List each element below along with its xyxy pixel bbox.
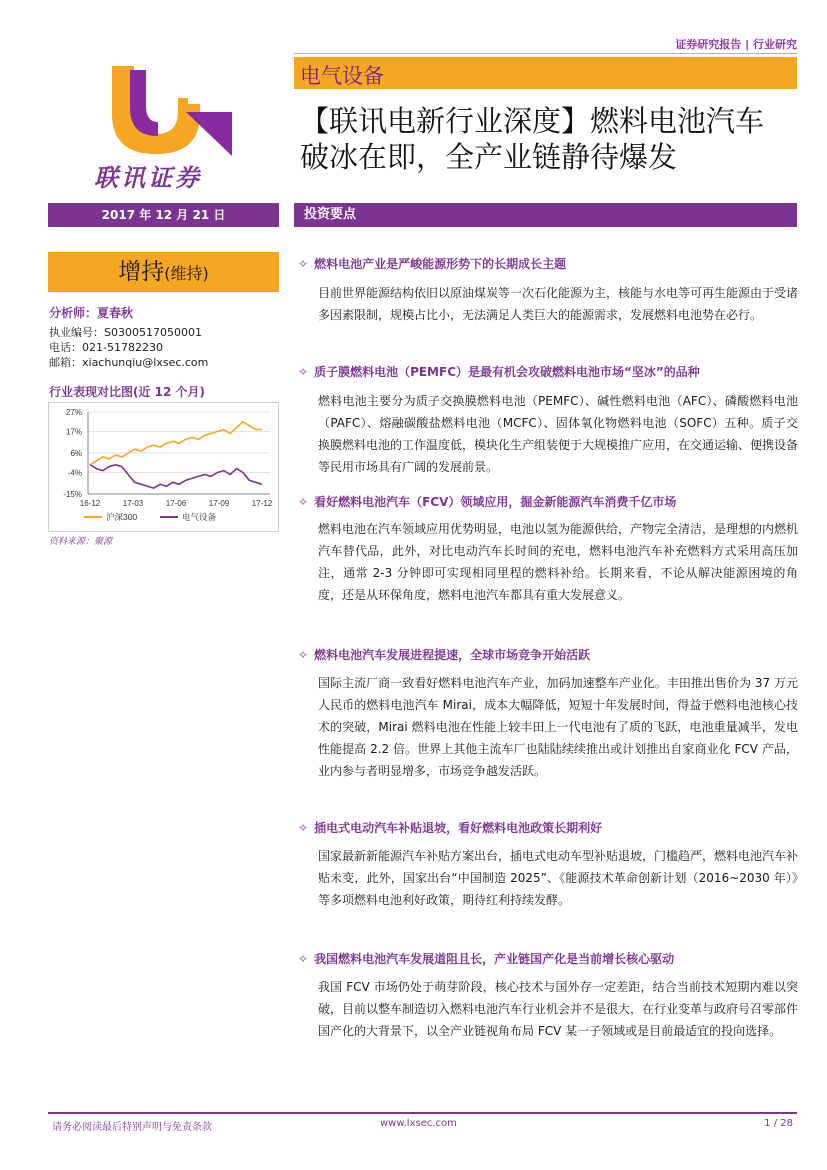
performance-chart — [48, 402, 279, 532]
x-tick-label: 17-06 — [165, 499, 187, 508]
bullet-heading-text: 插电式电动汽车补贴退坡，看好燃料电池政策长期利好 — [314, 821, 603, 835]
footer-divider — [48, 1112, 797, 1114]
section-title: 投资要点 — [294, 203, 797, 227]
bullet-body-6: 我国 FCV 市场仍处于萌芽阶段，核心技术与国外存一定差距，结合当前技术短期内难以突破，目前以整车制造切入燃料电池汽车行业机会并不是很大，在行业变革与政府号召零部件国产化的大背景下，以全产业链视角布局 FCV 某一子领域或是目前最适宜的投向选择。 — [318, 980, 799, 1038]
title-line-1: 【联讯电新行业深度】燃料电池汽车 — [300, 104, 765, 138]
report-date: 2017 年 12 月 21 日 — [48, 203, 279, 227]
x-tick-label: 16-12 — [79, 499, 101, 508]
footer-website[interactable]: www.lxsec.com — [380, 1118, 457, 1129]
y-tick-label: 6% — [70, 449, 82, 458]
bullet-heading-2 — [298, 363, 700, 380]
chart-source: 资料来源：聚源 — [49, 537, 113, 547]
x-tick-label: 17-12 — [251, 499, 273, 508]
bullet-heading-6 — [298, 950, 674, 967]
rating-main: 增持 — [118, 259, 165, 285]
report-type-label: 证券研究报告 | 行业研究 — [675, 38, 797, 51]
diamond-icon: ✧ — [298, 821, 309, 835]
analyst-name: 分析师：夏春秋 — [49, 306, 134, 320]
y-tick-label: -15% — [63, 490, 82, 499]
bullet-body-3: 燃料电池在汽车领域应用优势明显，电池以氢为能源供给，产物完全清洁，是理想的内燃机汽车替代品，此外，对比电动汽车长时间的充电，燃料电池汽车补充燃料方式采用高压加注，通常 2-3 分钟即可实现相同里程的燃料补给。长期来看，不论从解决能源困境的角度，还是从环保角度，燃料电池汽车都具有重大发展意义。 — [318, 522, 799, 602]
x-tick-label: 17-09 — [208, 499, 230, 508]
bullet-heading-text: 燃料电池汽车发展进程提速，全球市场竞争开始活跃 — [314, 648, 591, 662]
diamond-icon: ✧ — [298, 365, 309, 379]
diamond-icon: ✧ — [298, 257, 309, 271]
y-tick-label: 17% — [65, 427, 82, 437]
bullet-heading-text: 看好燃料电池汽车（FCV）领域应用，掘金新能源汽车消费千亿市场 — [314, 495, 677, 509]
diamond-icon: ✧ — [298, 495, 309, 509]
legend-label: 沪深300 — [106, 512, 138, 522]
bullet-body-1: 目前世界能源结构依旧以原油煤炭等一次石化能源为主，核能与水电等可再生能源由于受诸多因素限制，规模占比小，无法满足人类巨大的能源需求，发展燃料电池势在必行。 — [318, 286, 799, 322]
legend-label: 电气设备 — [182, 512, 217, 522]
logo-text: 联讯证券 — [94, 164, 202, 192]
x-tick-label: 17-03 — [122, 499, 144, 508]
bullet-heading-3 — [298, 493, 676, 510]
bullet-body-4: 国际主流厂商一致看好燃料电池汽车产业，加码加速整车产业化。丰田推出售价为 37 万元人民币的燃料电池汽车 Mirai，成本大幅降低，短短十年发展时间，得益于燃料电池核心技术的突破，Mirai 燃料电池在性能上较丰田上一代电池有了质的飞跃，电池重量减半，发电性能提高 2.2 倍。世界上其他主流车厂也陆陆续续推出或计划推出自家商业化 FCV 产品，业内参与者明显增多，市场竞争越发活跃。 — [318, 676, 798, 778]
bullet-heading-text: 燃料电池产业是严峻能源形势下的长期成长主题 — [314, 257, 567, 271]
report-title — [300, 103, 805, 175]
bullet-heading-text: 我国燃料电池汽车发展道阻且长，产业链国产化是当前增长核心驱动 — [314, 952, 675, 966]
bullet-heading-text: 质子膜燃料电池（PEMFC）是最有机会攻破燃料电池市场“坚冰”的品种 — [314, 365, 700, 379]
title-line-2: 破冰在即，全产业链静待爆发 — [300, 140, 678, 174]
rating-sub: (维持) — [164, 264, 209, 283]
header-divider — [294, 53, 797, 54]
chart-title: 行业表现对比图(近 12 个月) — [49, 385, 206, 399]
diamond-icon: ✧ — [298, 648, 309, 662]
analyst-license: 执业编号：S0300517050001 — [49, 326, 202, 339]
rating-badge — [48, 252, 279, 292]
y-tick-label: -4% — [67, 468, 82, 478]
analyst-phone: 电话：021-51782230 — [49, 341, 163, 354]
bullet-heading-5 — [298, 819, 602, 836]
analyst-email: 邮箱：xiachunqiu@lxsec.com — [49, 356, 209, 369]
bullet-heading-4 — [298, 646, 590, 663]
sector-label: 电气设备 — [300, 64, 384, 88]
bullet-body-5: 国家最新新能源汽车补贴方案出台，插电式电动车型补贴退坡，门槛趋严，燃料电池汽车补贴未变，此外，国家出台“中国制造 2025”、《能源技术革命创新计划（2016~2030 年）》等多项燃料电池利好政策，期待红利持续发酵。 — [318, 849, 799, 907]
diamond-icon: ✧ — [298, 952, 309, 966]
footer-disclaimer[interactable]: 请务必阅读最后特别声明与免责条款 — [52, 1122, 212, 1133]
y-tick-label: 27% — [65, 408, 82, 417]
bullet-heading-1 — [298, 255, 566, 272]
bullet-body-2: 燃料电池主要分为质子交换膜燃料电池（PEMFC）、碱性燃料电池（AFC）、磷酸燃料电池（PAFC）、熔融碳酸盐燃料电池（MCFC）、固体氧化物燃料电池（SOFC）五种。质子交换膜燃料电池的工作温度低，模块化生产组装便于大规模推广应用，在交通运输、便携设备等民用市场具有广阔的发展前景。 — [318, 394, 799, 474]
footer-page-number: 1 / 28 — [764, 1118, 793, 1129]
